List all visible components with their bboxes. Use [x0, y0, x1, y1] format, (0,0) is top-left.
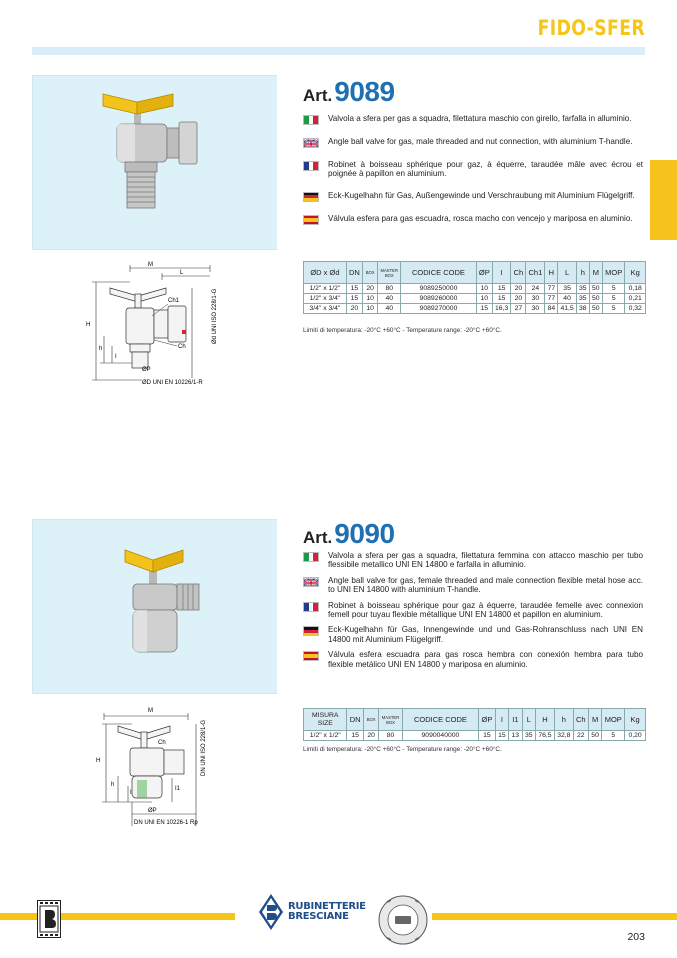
header-band [32, 47, 645, 55]
dim-i: I [130, 790, 132, 796]
footer-band-right [432, 913, 677, 920]
table-row: 1/2" x 1/2" 15 20 80 9089250000 10 15 20 24 77 35 35 50 5 0,18 [304, 284, 646, 294]
article-title-9089 [303, 76, 395, 108]
table-header-row: MISURA SIZE DN BOX MASTER BOX CODICE CODE ØP I I1 L H h Ch M MOP Kg [304, 709, 646, 731]
spec-table-9089 [303, 261, 646, 314]
table-row: 3/4" x 3/4" 20 10 40 9089270000 15 16,3 27 30 84 41,5 38 50 5 0,32 [304, 304, 646, 314]
article-number: 9090 [334, 518, 395, 549]
dim-dn-iso: DN UNI ISO 228/1-G [201, 719, 207, 776]
flag-uk-icon [303, 577, 319, 587]
flag-de-icon [303, 626, 319, 636]
dim-m: M [148, 262, 153, 268]
descriptions-9090 [303, 551, 643, 675]
technical-drawing-9090 [92, 702, 222, 832]
company-logo [258, 893, 366, 931]
flag-es-icon [303, 651, 319, 661]
descriptions-9089 [303, 114, 643, 231]
flag-es-icon [303, 215, 319, 225]
dim-ch: Ch [158, 740, 166, 746]
iso-certification-seal-icon [377, 894, 429, 951]
description-de: Eck-Kugelhahn für Gas, Außengewinde und Verschraubung mit Aluminium Flügelgriff. [303, 191, 643, 202]
dim-h-lower: h [99, 346, 103, 352]
flag-it-icon [303, 115, 319, 125]
description-de: Eck-Kugelhahn für Gas, Innengewinde und und Gas-Rohranschluss nach UNI EN 14800 mit Aluminium Flügelgriff. [303, 625, 643, 644]
dim-i1: I1 [175, 786, 181, 792]
temperature-note-9090: Limiti di temperatura: -20°C +60°C - Temperature range: -20°C +60°C. [303, 746, 502, 753]
flag-de-icon [303, 192, 319, 202]
dim-i: I [115, 354, 117, 360]
dim-h-upper: H [86, 322, 91, 328]
article-title-9090 [303, 518, 395, 550]
table-header-row: ØD x Ød DN BOX MASTER BOX CODICE CODE ØP I Ch Ch1 H L h M MOP Kg [304, 262, 646, 284]
article-prefix: Art. [303, 528, 333, 547]
description-it: Valvola a sfera per gas a squadra, filettatura femmina con attacco maschio per tubo flessibile metallico UNI EN 14800 e farfalla in alluminio. [303, 551, 643, 570]
product-photo-9089 [32, 75, 277, 250]
dim-ch: Ch [178, 344, 186, 350]
group-logo-icon [37, 900, 61, 943]
description-it: Valvola a sfera per gas a squadra, filettatura maschio con girello, farfalla in alluminio. [303, 114, 643, 125]
description-en: Angle ball valve for gas, female threaded and male connection flexible metal hose acc. to UNI EN 14800 with aluminium T-handle. [303, 576, 643, 595]
description-es: Válvula esfera escuadra para gas rosca hembra con conexión hembra para tubo flexible metálico UNI EN 14800 y mariposa en aluminio. [303, 650, 643, 669]
flag-it-icon [303, 552, 319, 562]
dim-od: ØD UNI EN 10226/1-R [142, 380, 203, 386]
flag-fr-icon [303, 161, 319, 171]
dim-op: ØP [148, 808, 157, 814]
valve-9090-image [33, 520, 278, 695]
dim-m: M [148, 708, 153, 714]
table-row: 1/2" x 1/2" 15 20 80 9090040000 15 15 13 35 76,5 32,8 22 50 5 0,20 [304, 731, 646, 741]
technical-drawing-9089 [82, 258, 232, 393]
spec-table-9090 [303, 708, 646, 741]
description-es: Válvula esfera para gas escuadra, rosca macho con vencejo y mariposa en aluminio. [303, 214, 643, 225]
dim-ch1: Ch1 [168, 298, 180, 304]
valve-9089-image [33, 76, 278, 251]
description-fr: Robinet à boisseau sphérique pour gaz, à équerre, taraudée mâle avec écrou et poignée à papillon en aluminium. [303, 160, 643, 179]
product-photo-9090 [32, 519, 277, 694]
article-prefix: Art. [303, 86, 333, 105]
company-name-line1: RUBINETTERIE [288, 900, 366, 912]
rb-logo-icon [258, 893, 284, 931]
brand-title: FIDO-SFER [537, 16, 645, 40]
description-fr: Robinet à boisseau sphérique pour gaz à équerre, taraudée femelle avec connexion femell pour tuyau flexible métallique UNI EN 14800 et papillon en aluminium. [303, 601, 643, 620]
dim-l: L [180, 270, 184, 276]
footer-band-left [0, 913, 235, 920]
flag-fr-icon [303, 602, 319, 612]
dim-h-lower: h [111, 782, 115, 788]
dim-op: ØP [142, 367, 151, 373]
description-en: Angle ball valve for gas, male threaded and nut connection, with aluminium T-handle. [303, 137, 643, 148]
section-tab [650, 160, 677, 240]
article-number: 9089 [334, 76, 395, 107]
dim-dn-en: DN UNI EN 10226-1 Rp [134, 820, 198, 826]
company-name-line2: BRESCIANE [288, 911, 349, 922]
dim-odn: Ød UNI ISO 228/1-G [212, 288, 218, 344]
temperature-note-9089: Limiti di temperatura: -20°C +60°C - Temperature range: -20°C +60°C. [303, 327, 502, 334]
page-number: 203 [627, 931, 645, 943]
flag-uk-icon [303, 138, 319, 148]
table-row: 1/2" x 3/4" 15 10 40 9089260000 10 15 20 30 77 40 35 50 5 0,21 [304, 294, 646, 304]
dim-h-upper: H [96, 758, 101, 764]
